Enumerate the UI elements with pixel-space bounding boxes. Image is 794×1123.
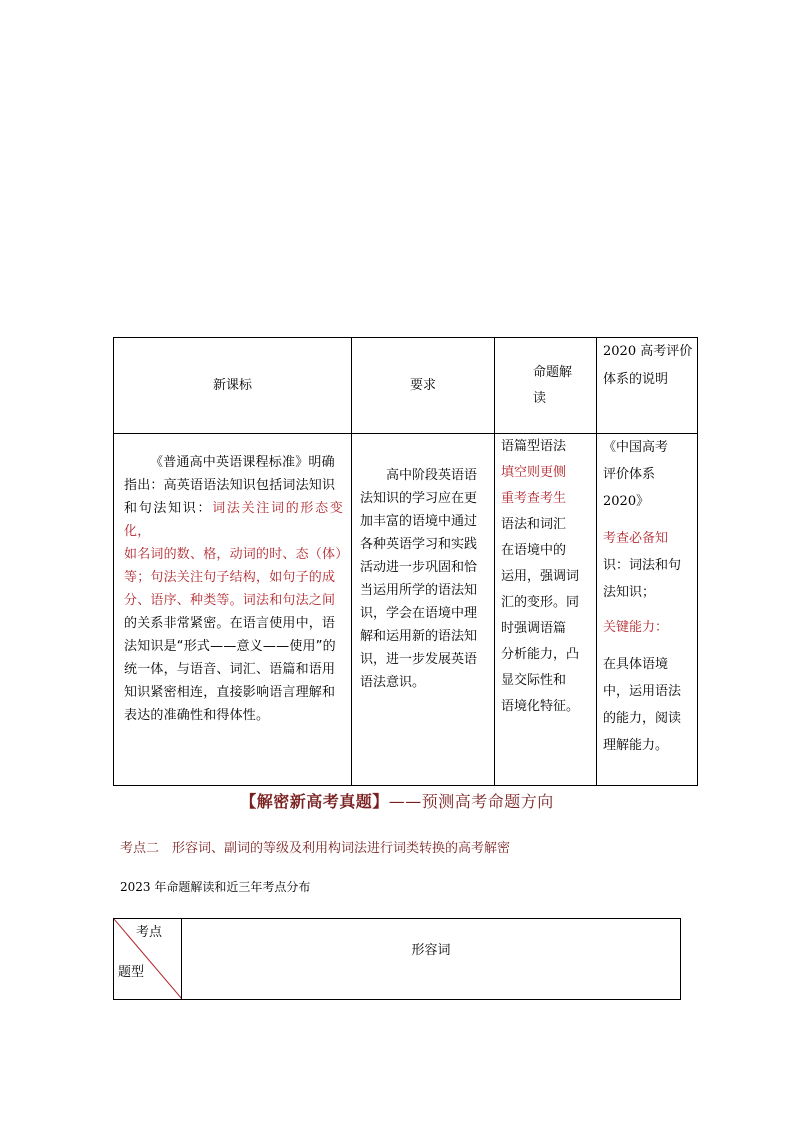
cell-text: 和句法知识： [124, 501, 213, 516]
column-divider [181, 919, 182, 999]
corner-label-exam-point: 考点 [136, 925, 163, 940]
curriculum-table [113, 337, 698, 786]
cell-line: 语法和词汇 [501, 517, 567, 532]
cell-line: 识，进一步发展英语 [360, 652, 478, 667]
cell-line: 表达的准确性和得体性。 [124, 708, 270, 723]
cell-line: 各种英语学习和实践 [360, 537, 478, 552]
cell-interpretation [495, 434, 597, 786]
cell-line: 填空则更侧 [501, 465, 567, 480]
cell-line [124, 497, 343, 543]
cell-line: 重考查考生 [501, 491, 567, 506]
cell-line: 如名词的数、格，动词的时、态（体） [124, 547, 349, 562]
cell-text-highlight: 词法关注词的形态变化， [124, 501, 343, 539]
section-banner [0, 789, 794, 812]
cell-line: 的关系非常紧密。在语言使用中，语 [124, 616, 336, 631]
cell-line: 时强调语篇 [501, 621, 567, 636]
cell-line: 法知识是“形式——意义——使用”的 [124, 639, 336, 654]
cell-line: 当运用所学的语法知 [360, 583, 478, 598]
cell-line: 评价体系 [603, 467, 656, 482]
cell-requirement [352, 434, 495, 786]
section-heading: 考点二 形容词、副词的等级及利用构词法进行词类转换的高考解密 [120, 841, 511, 856]
cell-line: 统一体，与语音、词汇、语篇和语用 [124, 662, 336, 677]
cell-line: 关键能力： [603, 620, 669, 635]
cell-line: 语法意识。 [360, 675, 426, 690]
cell-line: 运用，强调词 [501, 569, 580, 584]
cell-line: 语篇型语法 [501, 439, 567, 454]
cell-evaluation-system [597, 434, 698, 786]
cell-line: 语境化特征。 [501, 699, 580, 714]
cell-line: 加丰富的语境中通过 [360, 514, 478, 529]
cell-line: 解和运用新的语法知 [360, 629, 478, 644]
header-new-standard: 新课标 [114, 338, 352, 434]
cell-line: 分、语序、种类等。词法和句法之间 [124, 593, 336, 608]
cell-new-standard [114, 434, 352, 786]
cell-line: 分析能力，凸 [501, 647, 580, 662]
cell-line: 的能力，阅读 [603, 711, 682, 726]
cell-line: 识：词法和句 [603, 558, 682, 573]
header-requirement: 要求 [352, 338, 495, 434]
header-interpretation-line2: 读 [533, 390, 547, 406]
table-body-row [114, 434, 698, 786]
cell-line: 指出：高英语语法知识包括词法知识 [124, 478, 336, 493]
table-header-row [114, 338, 698, 434]
cell-line: 高中阶段英语语 [386, 468, 478, 483]
header-interpretation-line1: 命题解 [533, 364, 573, 380]
header-interpretation [495, 338, 597, 434]
cell-line: 活动进一步巩固和恰 [360, 560, 478, 575]
cell-line: 等；句法关注句子结构，如句子的成 [124, 570, 336, 585]
cell-line: 识，学会在语境中理 [360, 606, 478, 621]
section-subheading: 2023 年命题解读和近三年考点分布 [120, 880, 311, 894]
cell-line: 中，运用语法 [603, 684, 682, 699]
cell-line: 理解能力。 [603, 738, 669, 753]
cell-line: 2020》 [603, 494, 650, 509]
cell-line: 考查必备知 [603, 531, 669, 546]
cell-line: 显交际性和 [501, 673, 567, 688]
exam-point-table [113, 918, 681, 1000]
cell-line: 《普通高中英语课程标准》明确 [150, 455, 335, 470]
cell-line: 汇的变形。同 [501, 595, 580, 610]
banner-subtitle: ——预测高考命题方向 [388, 792, 554, 811]
cell-line: 知识紧密相连，直接影响语言理解和 [124, 685, 336, 700]
cell-line: 《中国高考 [603, 440, 669, 455]
cell-line: 法知识； [603, 585, 656, 600]
cell-line: 在语境中的 [501, 543, 567, 558]
cell-line: 法知识的学习应在更 [360, 491, 478, 506]
corner-label-question-type: 题型 [118, 965, 145, 980]
banner-title: 【解密新高考真题】 [240, 792, 389, 811]
header-evaluation-system: 2020 高考评价体系的说明 [597, 338, 698, 434]
cell-line: 在具体语境 [603, 657, 669, 672]
column-header-adjective: 形容词 [411, 943, 451, 958]
